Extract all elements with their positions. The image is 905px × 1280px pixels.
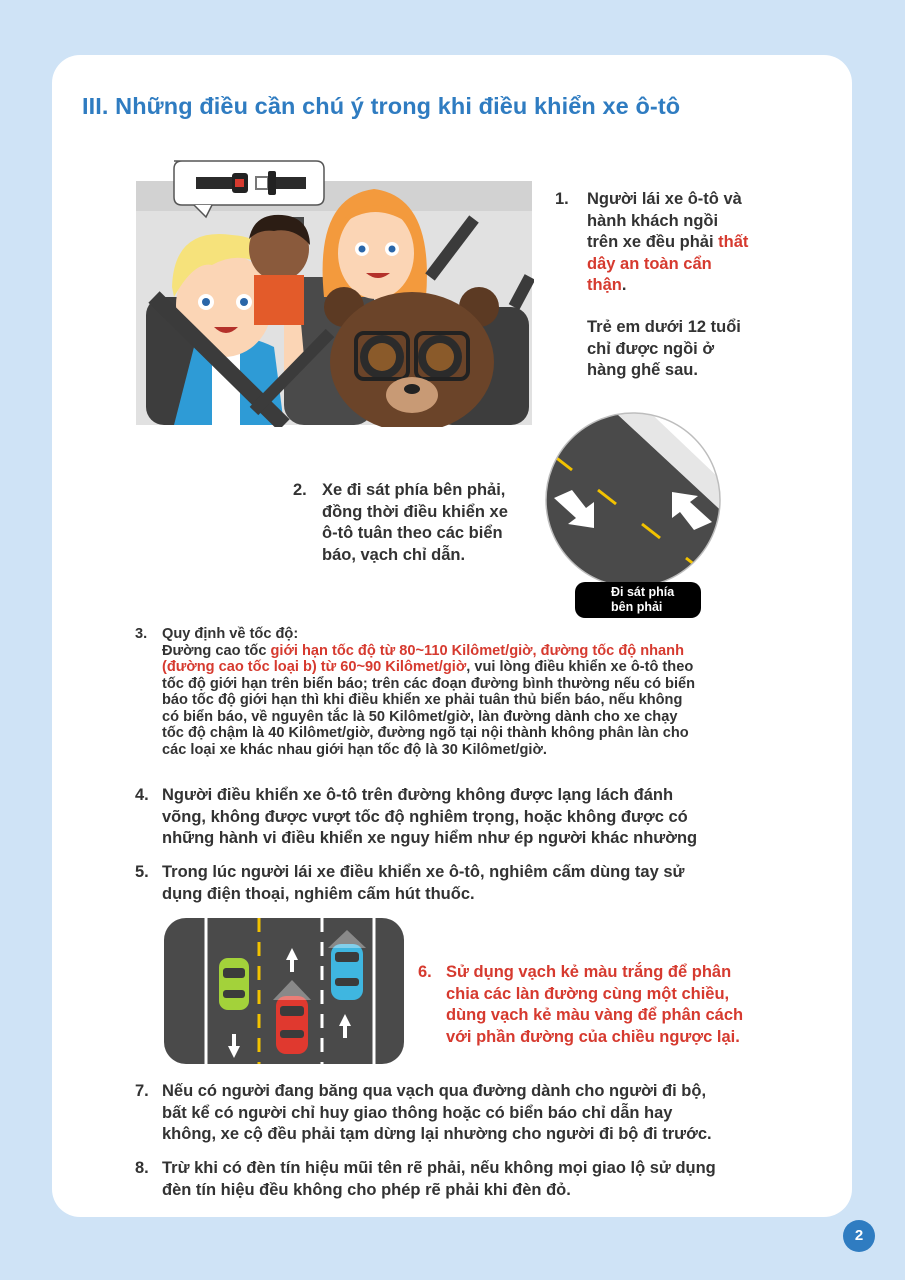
item1-note-line1: Trẻ em dưới 12 tuổi bbox=[587, 318, 741, 336]
keep-right-road-illustration bbox=[542, 410, 724, 590]
item3-line7: các loại xe khác nhau giới hạn tốc độ là 30 Kilômet/giờ. bbox=[162, 741, 547, 758]
item3-line1: Đường cao tốc bbox=[162, 642, 271, 659]
section-title: III. Những điều cần chú ý trong khi điều khiển xe ô-tô bbox=[82, 93, 681, 119]
item3-text bbox=[162, 626, 812, 758]
item6-number: 6. bbox=[418, 963, 432, 981]
item4-line2: võng, không được vượt tốc độ nghiêm trọng, hoặc không được có bbox=[162, 807, 688, 826]
item3-line5: có biển báo, về nguyên tắc là 50 Kilômet/giờ, làn đường dành cho xe chạy bbox=[162, 708, 678, 725]
item8-line2: đèn tín hiệu đều không cho phép rẽ phải khi đèn đỏ. bbox=[162, 1180, 571, 1199]
item6-line4: với phần đường của chiều ngược lại. bbox=[446, 1027, 740, 1046]
item1-text bbox=[587, 189, 827, 297]
item6-line3: dùng vạch kẻ màu vàng để phân cách bbox=[446, 1006, 744, 1024]
item3-number: 3. bbox=[135, 626, 148, 642]
item2-line2: đồng thời điều khiển xe bbox=[322, 502, 508, 521]
item1-note-line3: hàng ghế sau. bbox=[587, 361, 698, 379]
item5-text bbox=[162, 862, 822, 905]
item3-line2: , vui lòng điều khiển xe ô-tô theo bbox=[466, 659, 694, 675]
item2-line4: báo, vạch chỉ dẫn. bbox=[322, 545, 466, 564]
item8-number: 8. bbox=[135, 1159, 149, 1177]
item3-line1-highlight: giới hạn tốc độ từ 80~110 Kilômet/giờ, đường tốc độ nhanh bbox=[270, 642, 685, 659]
item5-line2: dụng điện thoại, nghiêm cấm hút thuốc. bbox=[162, 884, 475, 903]
item1-line1: Người lái xe ô-tô và bbox=[587, 190, 742, 208]
item7-line3: không, xe cộ đều phải tạm dừng lại nhường cho người đi bộ đi trước. bbox=[162, 1125, 712, 1143]
item3-line3: tốc độ giới hạn trên biển báo; trên các đoạn đường bình thường nếu có biển bbox=[162, 675, 696, 692]
item1-line5-highlight: thận bbox=[587, 276, 622, 294]
page-number: 2 bbox=[843, 1220, 875, 1252]
item1-note-line2: chỉ được ngồi ở bbox=[587, 339, 715, 358]
item2-line3: ô-tô tuân theo các biển bbox=[322, 524, 503, 542]
item5-line1: Trong lúc người lái xe điều khiển xe ô-tô, nghiêm cấm dùng tay sử bbox=[162, 863, 685, 881]
item1-line2: hành khách ngồi bbox=[587, 211, 719, 230]
item2-text bbox=[322, 480, 542, 566]
item6-line2: chia các làn đường cùng một chiều, bbox=[446, 984, 730, 1003]
item3-line2-highlight: (đường cao tốc loại b) từ 60~90 Kilômet/giờ bbox=[162, 659, 467, 675]
seatbelt-passengers-illustration bbox=[134, 157, 534, 427]
item3-line4: báo tốc độ giới hạn thì khi điều khiển xe phải tuân thủ biển báo, nếu không bbox=[162, 692, 683, 708]
item8-line1: Trừ khi có đèn tín hiệu mũi tên rẽ phải, nếu không mọi giao lộ sử dụng bbox=[162, 1159, 716, 1177]
item4-line3: những hành vi điều khiển xe nguy hiểm như ép người khác nhường bbox=[162, 829, 698, 847]
item1-line3-highlight: thất bbox=[718, 233, 749, 251]
item2-line1: Xe đi sát phía bên phải, bbox=[322, 481, 506, 499]
item7-line2: bất kể có người chỉ huy giao thông hoặc có biển báo chỉ dẫn hay bbox=[162, 1103, 673, 1122]
item1-line3: trên xe đều phải bbox=[587, 233, 719, 251]
item1-number: 1. bbox=[555, 190, 569, 208]
badge-line2: bên phải bbox=[611, 599, 663, 614]
item1-note bbox=[587, 317, 827, 382]
item7-text bbox=[162, 1081, 822, 1146]
item3-heading: Quy định về tốc độ: bbox=[162, 626, 299, 642]
lane-markings-illustration bbox=[164, 918, 404, 1064]
item5-number: 5. bbox=[135, 863, 149, 881]
item7-line1: Nếu có người đang băng qua vạch qua đường dành cho người đi bộ, bbox=[162, 1082, 707, 1100]
item6-text bbox=[446, 962, 826, 1048]
item4-text bbox=[162, 785, 822, 850]
item1-line4-highlight: dây an toàn cẩn bbox=[587, 254, 712, 273]
item7-number: 7. bbox=[135, 1082, 149, 1100]
keep-right-badge bbox=[575, 582, 701, 618]
item1-line5-end: . bbox=[621, 276, 627, 294]
item3-line6: tốc độ chậm là 40 Kilômet/giờ, đường ngõ tại nội thành không phân làn cho bbox=[162, 725, 689, 741]
badge-line1: Đi sát phía bbox=[611, 585, 675, 599]
item6-line1: Sử dụng vạch kẻ màu trắng để phân bbox=[446, 963, 732, 981]
item4-number: 4. bbox=[135, 786, 149, 804]
item2-number: 2. bbox=[293, 481, 307, 499]
item8-text bbox=[162, 1158, 822, 1201]
item4-line1: Người điều khiển xe ô-tô trên đường không được lạng lách đánh bbox=[162, 786, 674, 804]
